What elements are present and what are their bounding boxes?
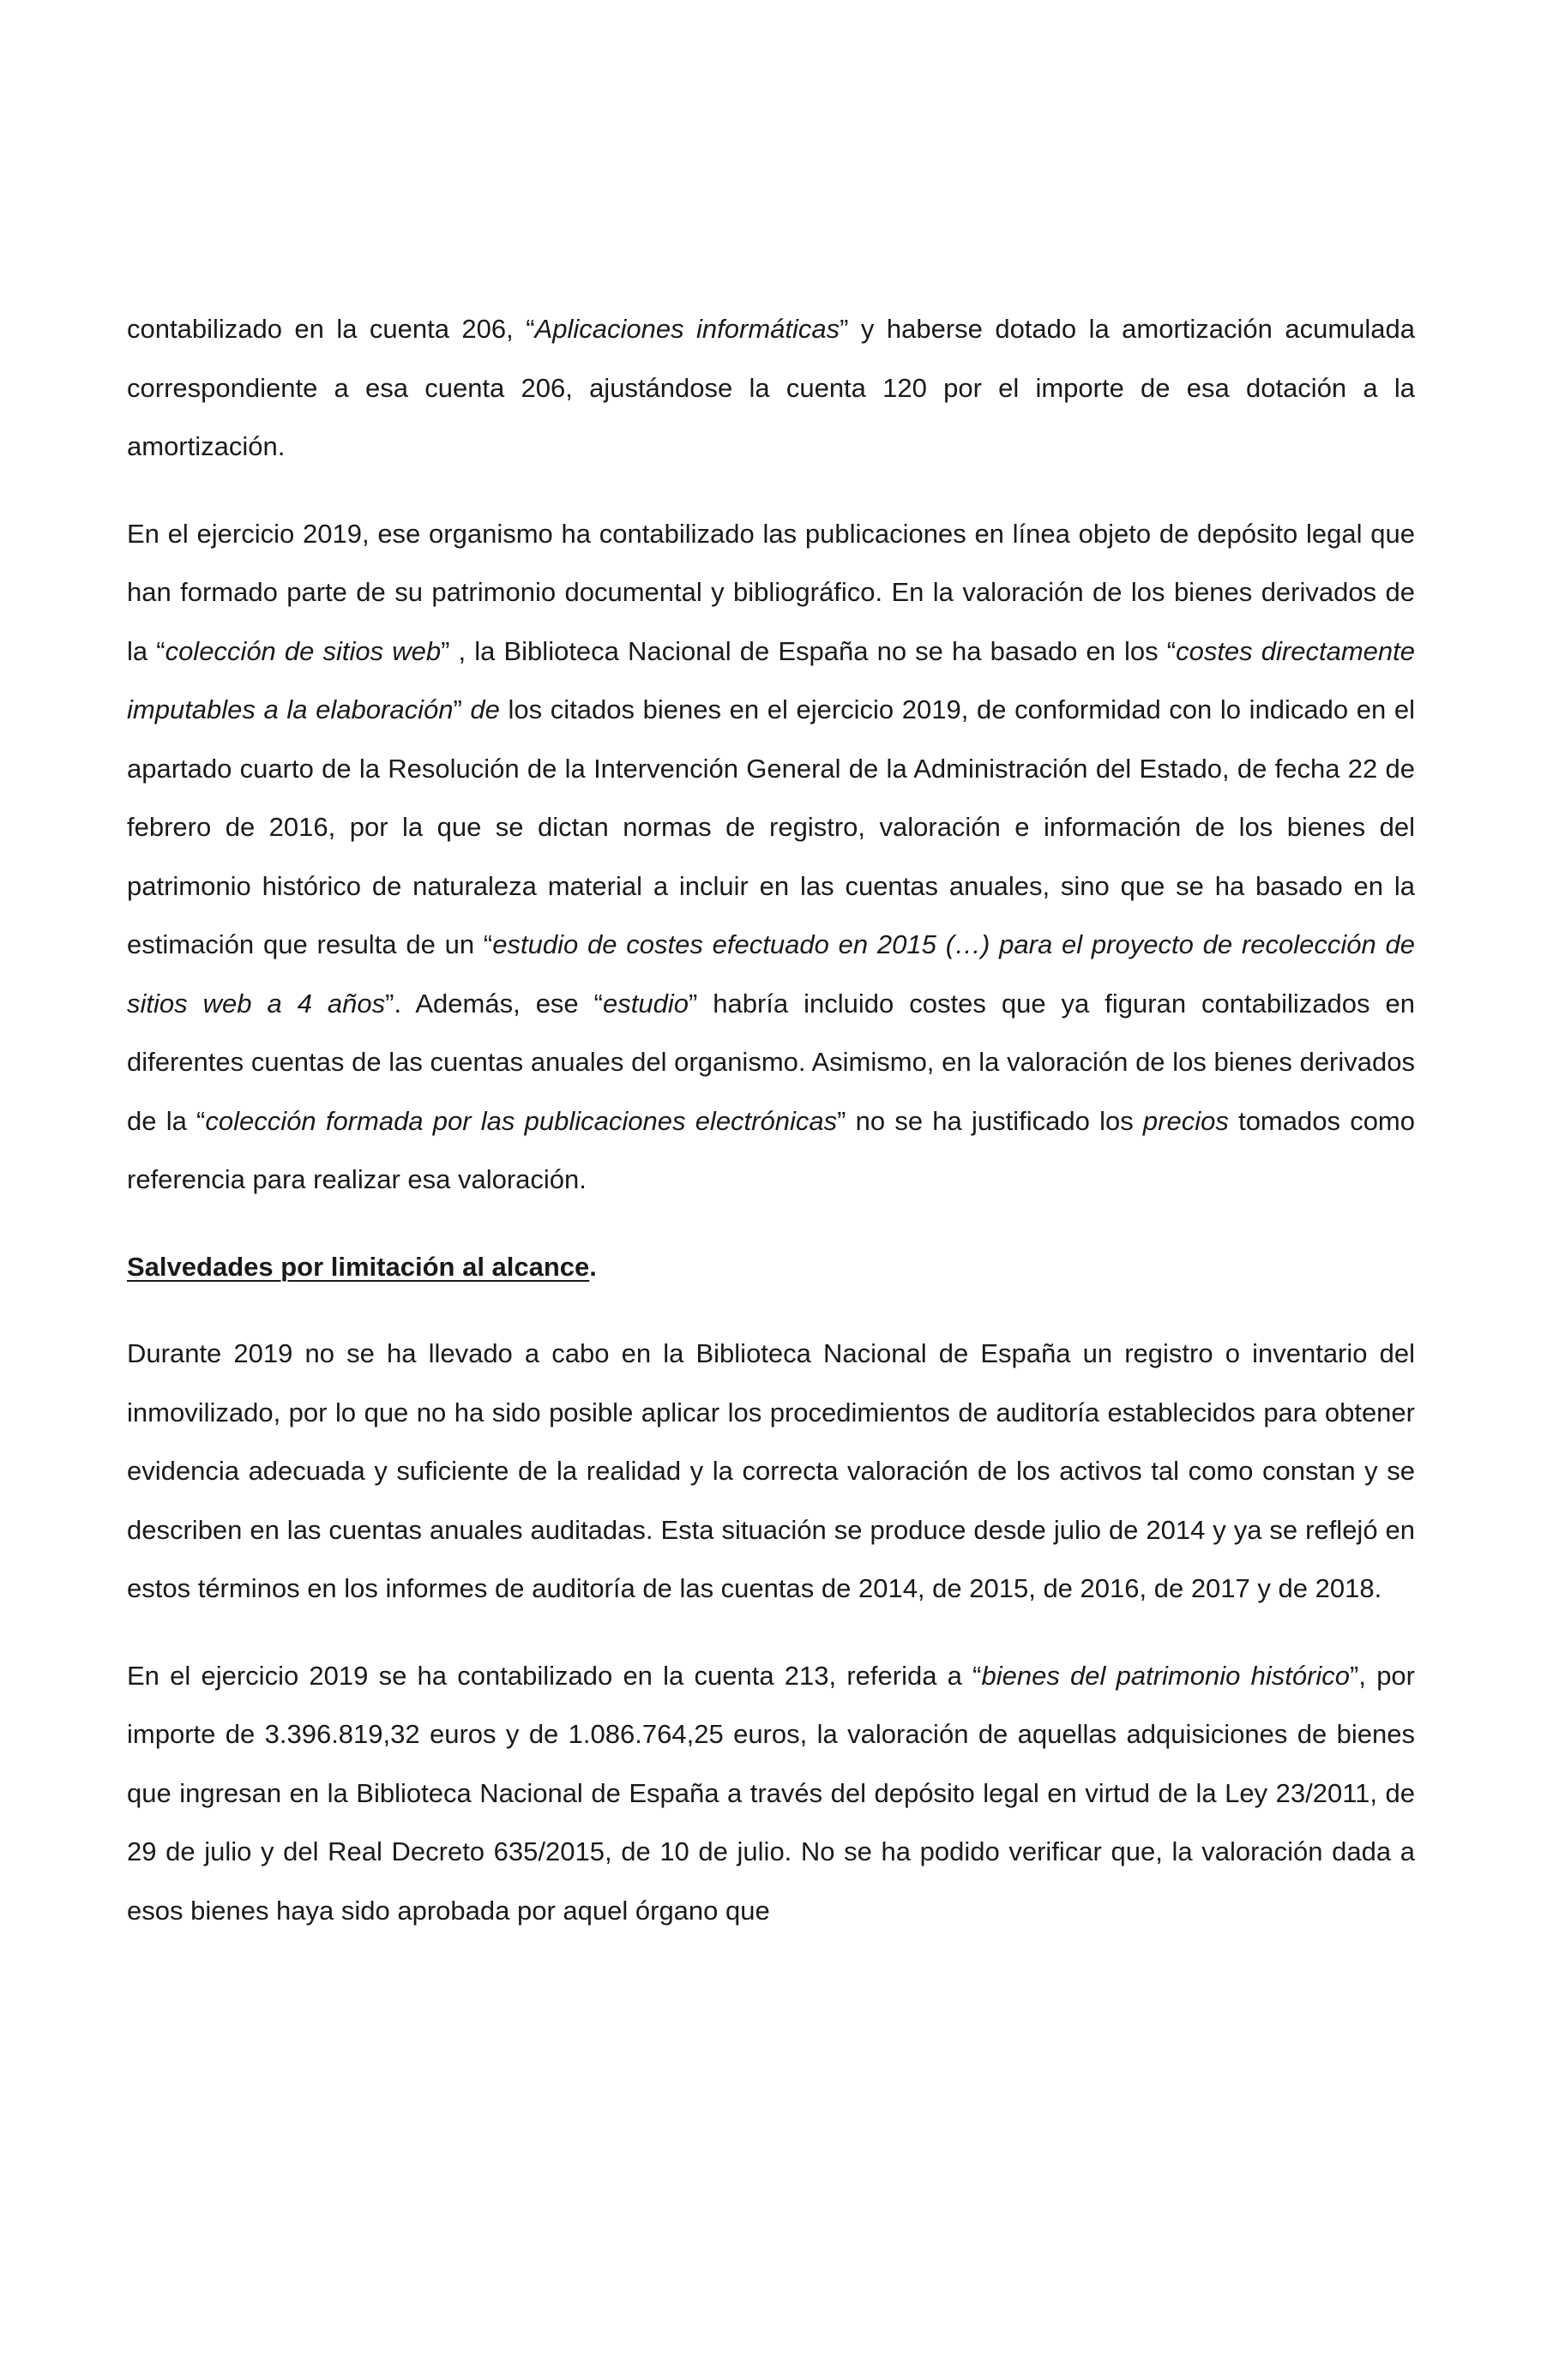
italic-run: precios <box>1142 1105 1229 1136</box>
text-run: En el ejercicio 2019 se ha contabilizado en la cuenta 213, referida a “ <box>127 1660 982 1691</box>
text-run: ”. Además, ese “ <box>385 988 603 1019</box>
italic-run: estudio <box>602 988 689 1019</box>
text-run: ” y haberse dotado la amortización acumulada correspondiente a esa cuenta 206, ajustándose la cuenta 120 por el importe de esa dotación a la amortización. <box>127 314 1415 461</box>
italic-run: colección formada por las publicaciones electrónicas <box>205 1105 838 1136</box>
text-run: contabilizado en la cuenta 206, “ <box>127 314 535 344</box>
italic-run: Aplicaciones informáticas <box>534 314 840 344</box>
section-heading-text: Salvedades por limitación al alcance <box>127 1251 590 1282</box>
paragraph-patrimonio-historico <box>127 1647 1415 1941</box>
text-run: En el ejercicio 2019, ese organismo ha contabilizado las publicaciones en línea objeto de depósito legal que han formado parte de su patrimonio documental y bibliográfico. En la valoración de los bienes derivados de la “ <box>127 518 1415 666</box>
italic-run: estudio de costes efectuado en 2015 (…) para el proyecto de recolección de sitios web a 4 años <box>127 929 1415 1019</box>
italic-run: bienes del patrimonio histórico <box>981 1660 1351 1691</box>
text-run: tomados como referencia para realizar esa valoración. <box>127 1105 1415 1194</box>
text-run: los citados bienes en el ejercicio 2019, de conformidad con lo indicado en el apartado cuarto de la Resolución de la Intervención General de la Administración del Estado, de fecha 22 de febrero de 2016, por la que se dictan normas de registro, valoración e información de los bienes del patrimonio histórico de naturaleza material a incluir en las cuentas anuales, sino que se ha basado en la estimación que resulta de un “ <box>127 694 1416 959</box>
text-run: ” habría incluido costes que ya figuran contabilizados en diferentes cuentas de las cuentas anuales del organismo. Asimismo, en la valoración de los bienes derivados de la “ <box>127 988 1415 1136</box>
text-run: ”, por importe de 3.396.819,32 euros y de 1.086.764,25 euros, la valoración de aquellas adquisiciones de bienes que ingresan en la Biblioteca Nacional de España a través del depósito legal en virtud de la Ley 23/2011, de 29 de julio y del Real Decreto 635/2015, de 10 de julio. No se ha podido verificar que, la valoración dada a esos bienes haya sido aprobada por aquel órgano que <box>127 1660 1415 1926</box>
italic-run: de <box>470 694 500 724</box>
italic-run: colección de sitios web <box>165 635 442 666</box>
text-run: ” no se ha justificado los <box>837 1105 1143 1136</box>
paragraph-inventario <box>127 1325 1415 1619</box>
document-page <box>127 300 1415 1968</box>
section-heading <box>127 1238 1415 1297</box>
text-run: ” , la Biblioteca Nacional de España no se ha basado en los “ <box>441 635 1177 666</box>
italic-run: costes directamente imputables a la elaboración <box>127 635 1415 724</box>
section-heading-suffix: . <box>589 1251 597 1282</box>
text-run: ” <box>453 694 471 724</box>
paragraph-amortizacion <box>127 300 1415 477</box>
paragraph-publicaciones-en-linea <box>127 505 1415 1210</box>
text-run: Durante 2019 no se ha llevado a cabo en la Biblioteca Nacional de España un registro o inventario del inmovilizado, por lo que no ha sido posible aplicar los procedimientos de auditoría establecidos para obtener evidencia adecuada y suficiente de la realidad y la correcta valoración de los activos tal como constan y se describen en las cuentas anuales auditadas. Esta situación se produce desde julio de 2014 y ya se reflejó en estos términos en los informes de auditoría de las cuentas de 2014, de 2015, de 2016, de 2017 y de 2018. <box>127 1338 1415 1603</box>
